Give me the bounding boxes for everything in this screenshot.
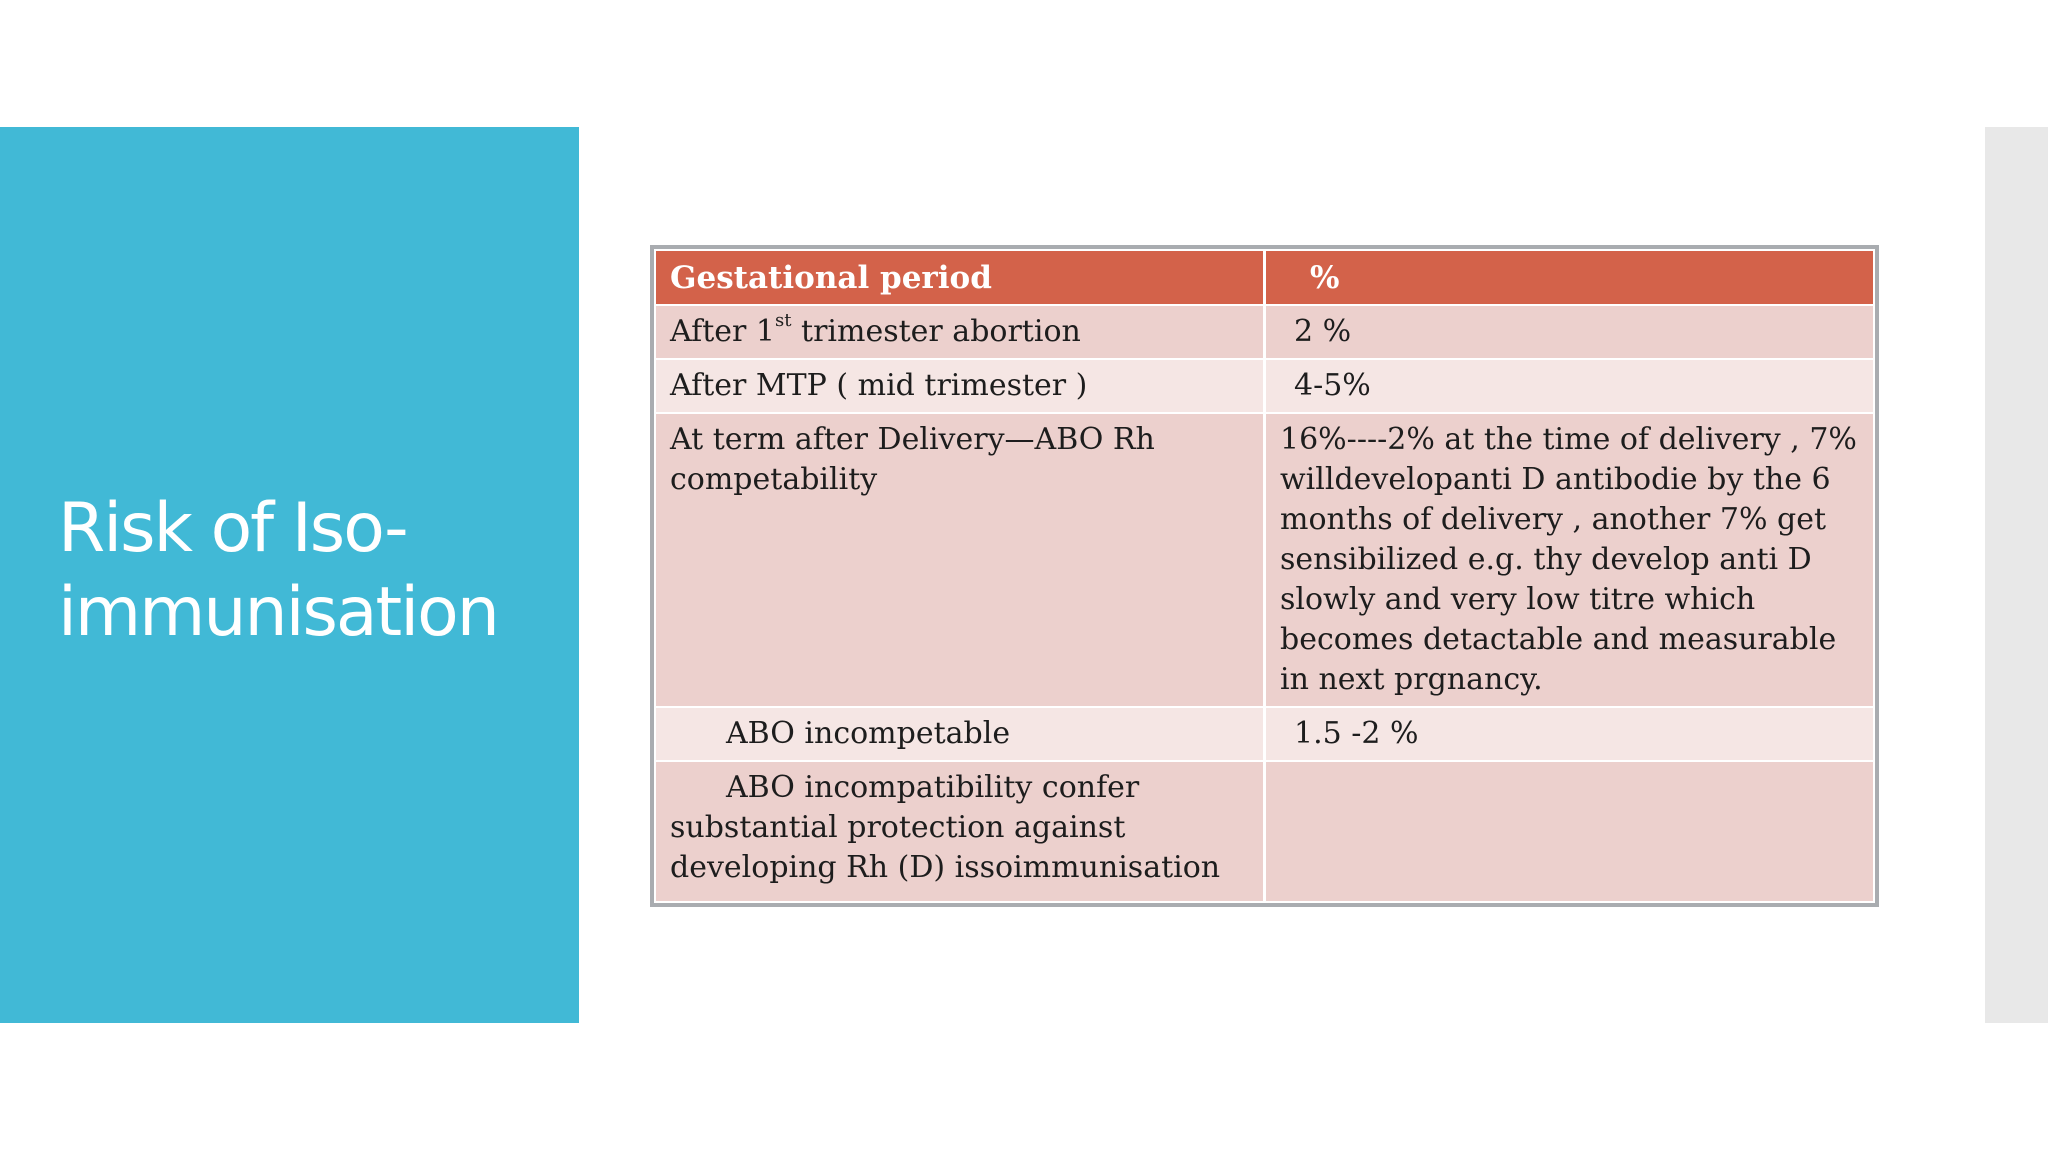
cell-period <box>656 305 1265 359</box>
cell-percent-empty <box>1265 761 1874 901</box>
slide-title-line-1: Risk of Iso- <box>58 489 407 568</box>
risk-table-frame <box>650 245 1879 907</box>
table-row <box>656 707 1873 761</box>
cell-period-first-line: ABO incompatibility confer <box>726 770 1140 805</box>
cell-period <box>656 761 1265 901</box>
cell-period-text-rest: trimester abortion <box>791 314 1081 349</box>
cell-period: ABO incompetable <box>656 707 1265 761</box>
cell-percent: 1.5 -2 % <box>1294 716 1419 751</box>
table-row <box>656 413 1873 707</box>
ordinal-suffix: st <box>775 310 792 331</box>
cell-period-rest: substantial protection against developing Rh (D) issoimmunisation <box>670 810 1221 885</box>
cell-period: At term after Delivery—ABO Rh competability <box>656 413 1265 707</box>
table-header-row <box>656 251 1873 305</box>
table-row <box>656 359 1873 413</box>
table-row <box>656 305 1873 359</box>
cell-percent: 16%----2% at the time of delivery , 7% willdevelopanti D antibodie by the 6 months of delivery , another 7% get sensibilized e.g. thy develop anti D slowly and very low titre which becomes detactable and measurable in next prgnancy. <box>1280 422 1857 697</box>
cell-percent: 2 % <box>1294 314 1352 349</box>
table-row <box>656 761 1873 901</box>
risk-table <box>656 251 1873 901</box>
slide-title-line-2: immunisation <box>58 573 498 652</box>
cell-period: After MTP ( mid trimester ) <box>656 359 1265 413</box>
slide-title <box>58 487 568 655</box>
header-percent: % <box>1310 259 1340 296</box>
cell-percent: 4-5% <box>1294 368 1371 403</box>
cell-period-text: After 1 <box>670 314 776 349</box>
right-edge-strip <box>1985 127 2048 1023</box>
header-gestational-period: Gestational period <box>656 251 1265 305</box>
